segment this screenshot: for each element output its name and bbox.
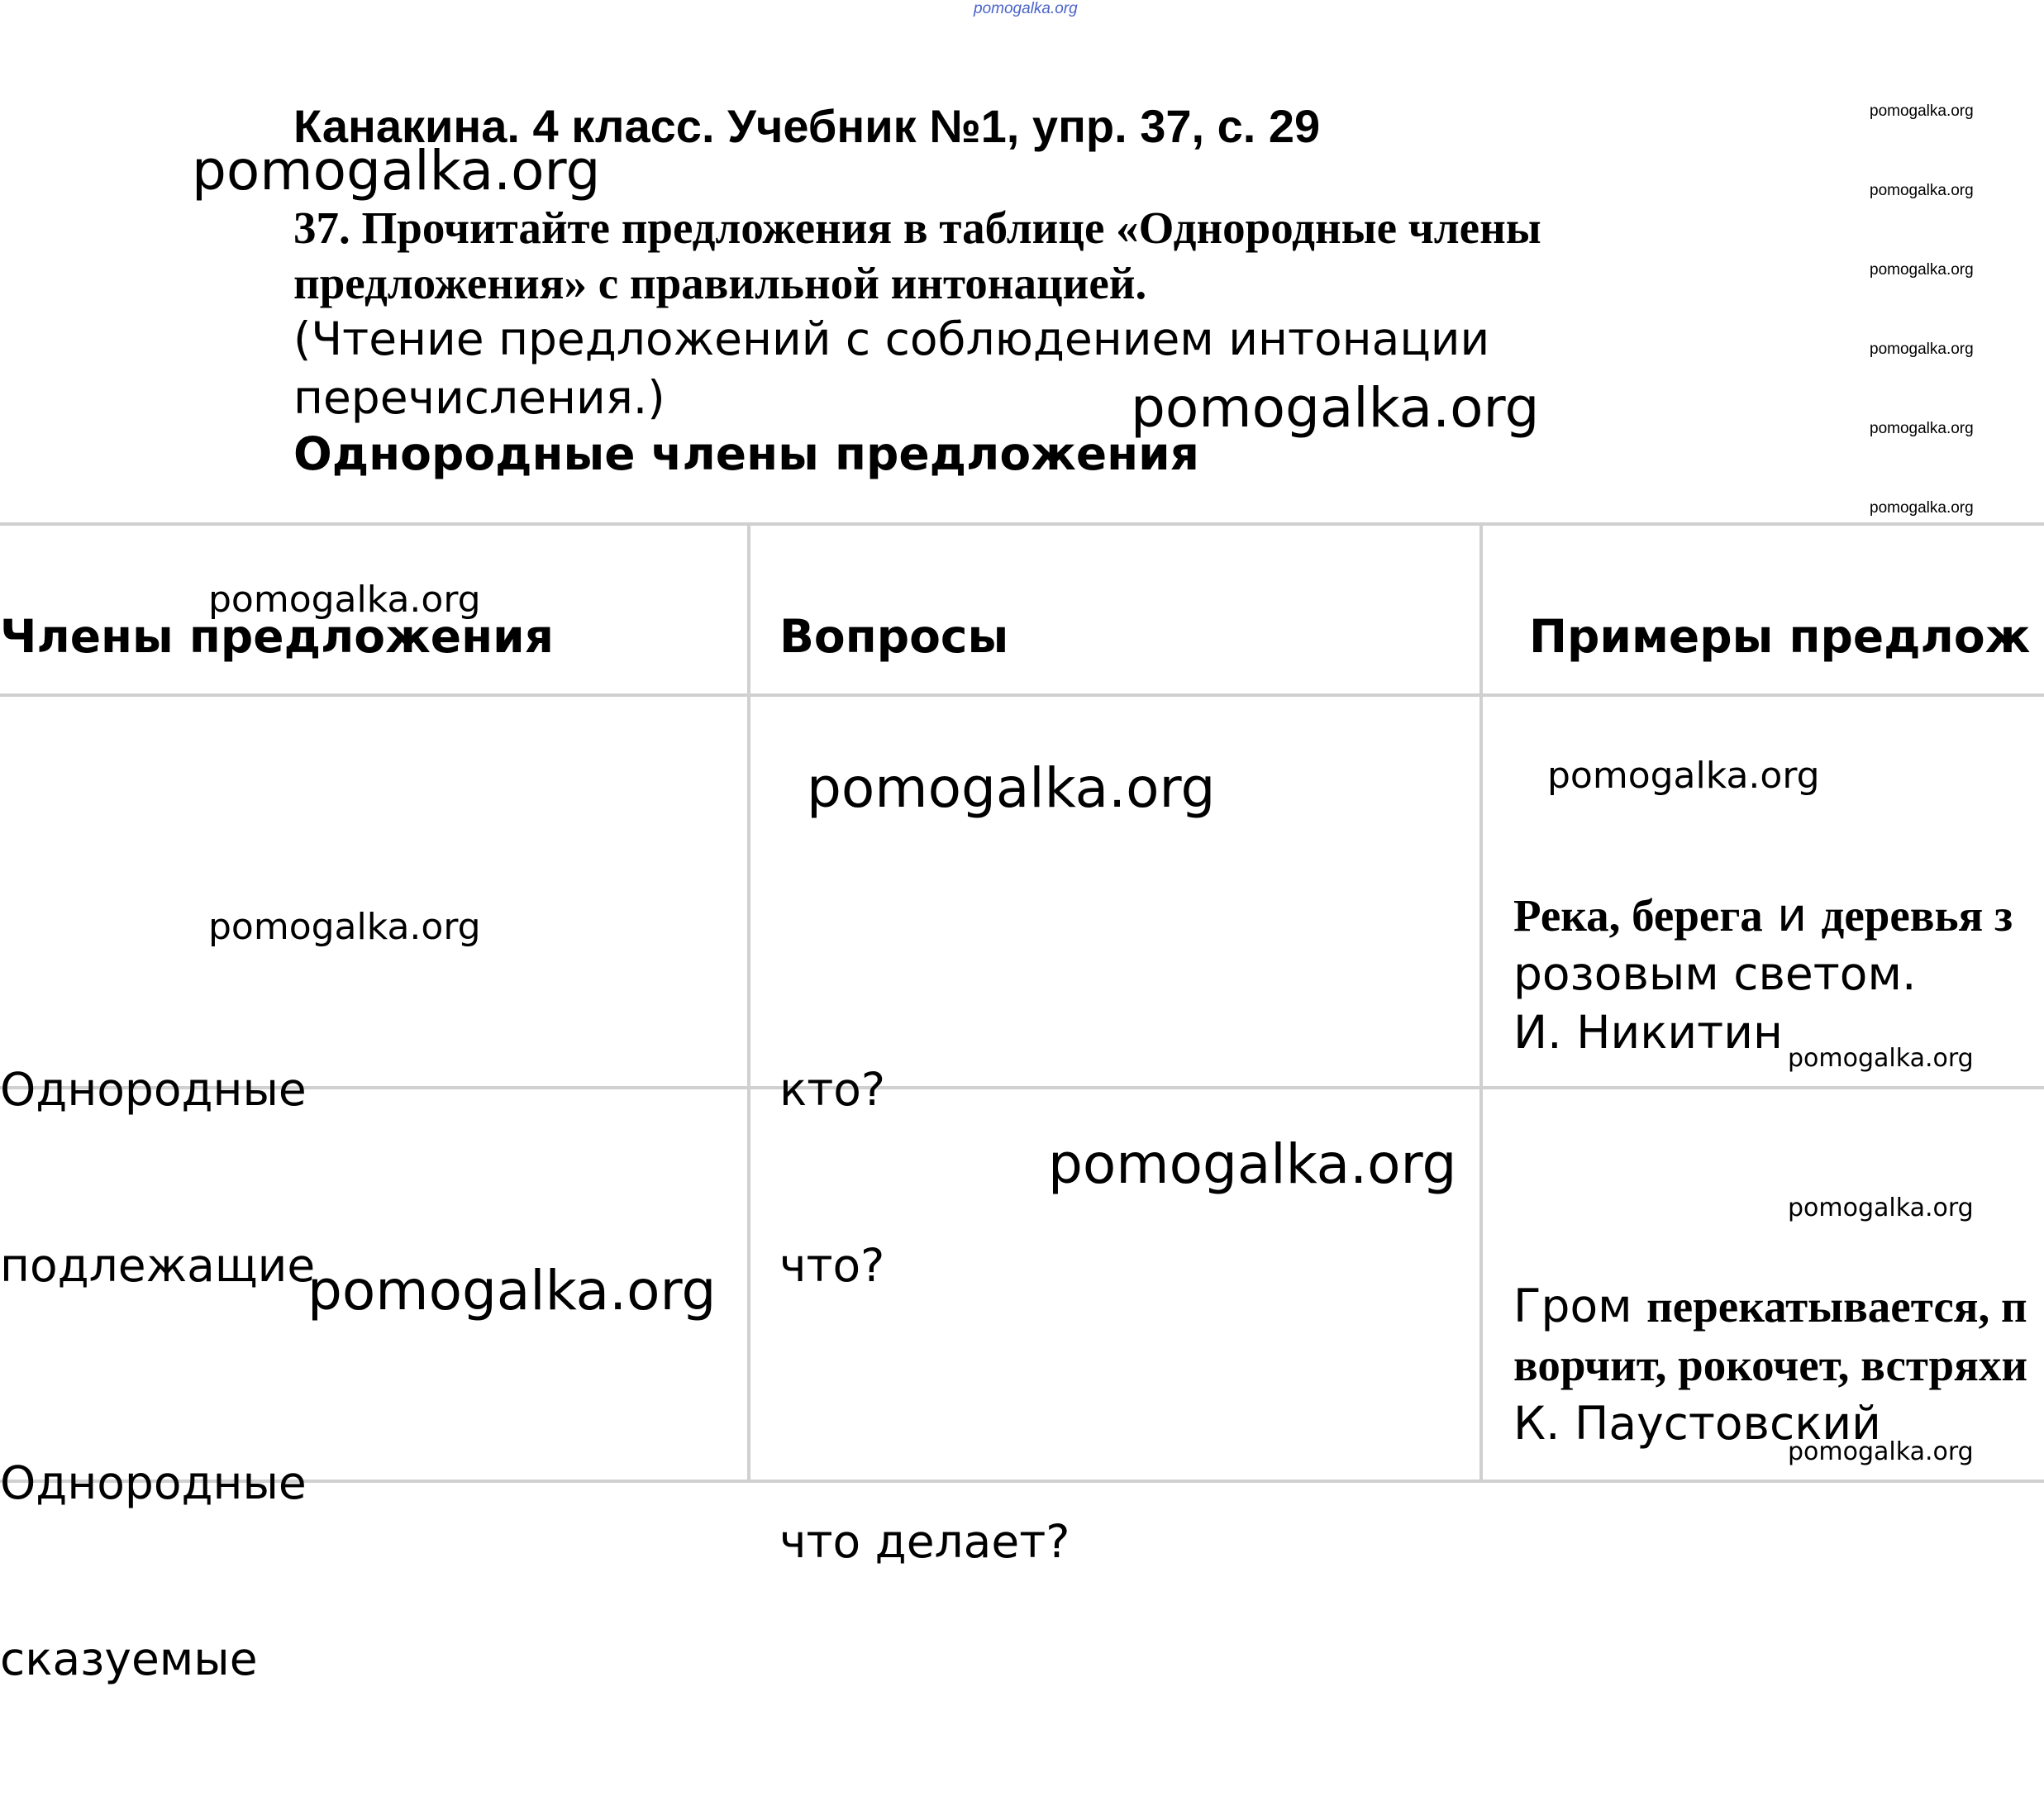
watermark-text: pomogalka.org: [1788, 1437, 1974, 1466]
example-author: И. Никитин: [1513, 1006, 1783, 1059]
column-header-questions: Вопросы: [779, 610, 1009, 663]
example-line-1: [1513, 1277, 2027, 1336]
member-line-1: Однородные: [0, 1063, 307, 1116]
watermark-text: pomogalka.org: [807, 756, 1216, 820]
side-watermark: pomogalka.org: [1870, 341, 1974, 358]
table-column-divider: [1479, 522, 1483, 1483]
member-line-2: сказуемые: [0, 1632, 258, 1685]
table-cell-question: [779, 1395, 1070, 1689]
question-line-1: кто?: [779, 1063, 886, 1116]
example-line-1: [1513, 886, 2013, 945]
question-line-1: что делает?: [779, 1515, 1070, 1568]
watermark-text: pomogalka.org: [208, 906, 481, 948]
column-header-examples: Примеры предлож: [1529, 610, 2031, 663]
note-line-2: перечисления.): [293, 371, 665, 424]
table-cell-example: [1513, 1277, 2027, 1453]
page-title: Канакина. 4 класс. Учебник №1, упр. 37, с. 29: [293, 100, 1321, 152]
watermark-text: pomogalka.org: [192, 139, 601, 203]
example-fragment: деревья з: [1821, 890, 2013, 941]
example-fragment: Гром: [1513, 1279, 1632, 1332]
watermark-text: pomogalka.org: [1547, 755, 1820, 797]
side-watermark: pomogalka.org: [1870, 499, 1974, 517]
table-cell-member: [0, 1337, 307, 1806]
task-text: 37. Прочитайте предложения в таблице «Однородные члены предложения» с правильной интонацией.: [293, 203, 1541, 308]
side-watermark: pomogalka.org: [1870, 420, 1974, 437]
watermark-text: pomogalka.org: [1131, 376, 1540, 440]
member-line-1: Однородные: [0, 1456, 307, 1509]
example-fragment: Река, берега: [1513, 890, 1763, 941]
example-line-2: розовым светом.: [1513, 947, 1917, 1000]
member-line-2: подлежащие: [0, 1239, 316, 1292]
column-header-members: Члены предложения: [0, 610, 554, 663]
table-cell-question: [779, 943, 885, 1413]
side-watermark: pomogalka.org: [1870, 102, 1974, 120]
example-fragment: и: [1777, 889, 1808, 941]
table-title: Однородные члены предложения: [293, 427, 1199, 480]
example-fragment: перекатывается, п: [1646, 1281, 2027, 1332]
top-watermark: pomogalka.org: [974, 0, 1078, 17]
example-line-2: ворчит, рокочет, встряхи: [1513, 1340, 2028, 1390]
table-column-divider: [747, 522, 750, 1483]
question-line-2: что?: [779, 1239, 885, 1292]
table-border-header: [0, 693, 2044, 697]
watermark-text: pomogalka.org: [1788, 1194, 1974, 1222]
note-line-1: (Чтение предложений с соблюдением интонации: [293, 312, 1490, 365]
watermark-text: pomogalka.org: [208, 579, 481, 621]
table-cell-example: [1513, 886, 2013, 1062]
side-watermark: pomogalka.org: [1870, 182, 1974, 199]
table-border-top: [0, 522, 2044, 526]
watermark-text: pomogalka.org: [1048, 1132, 1457, 1196]
watermark-text: pomogalka.org: [307, 1259, 717, 1322]
side-watermark: pomogalka.org: [1870, 261, 1974, 279]
example-author: К. Паустовский: [1513, 1397, 1881, 1450]
watermark-text: pomogalka.org: [1788, 1044, 1974, 1073]
